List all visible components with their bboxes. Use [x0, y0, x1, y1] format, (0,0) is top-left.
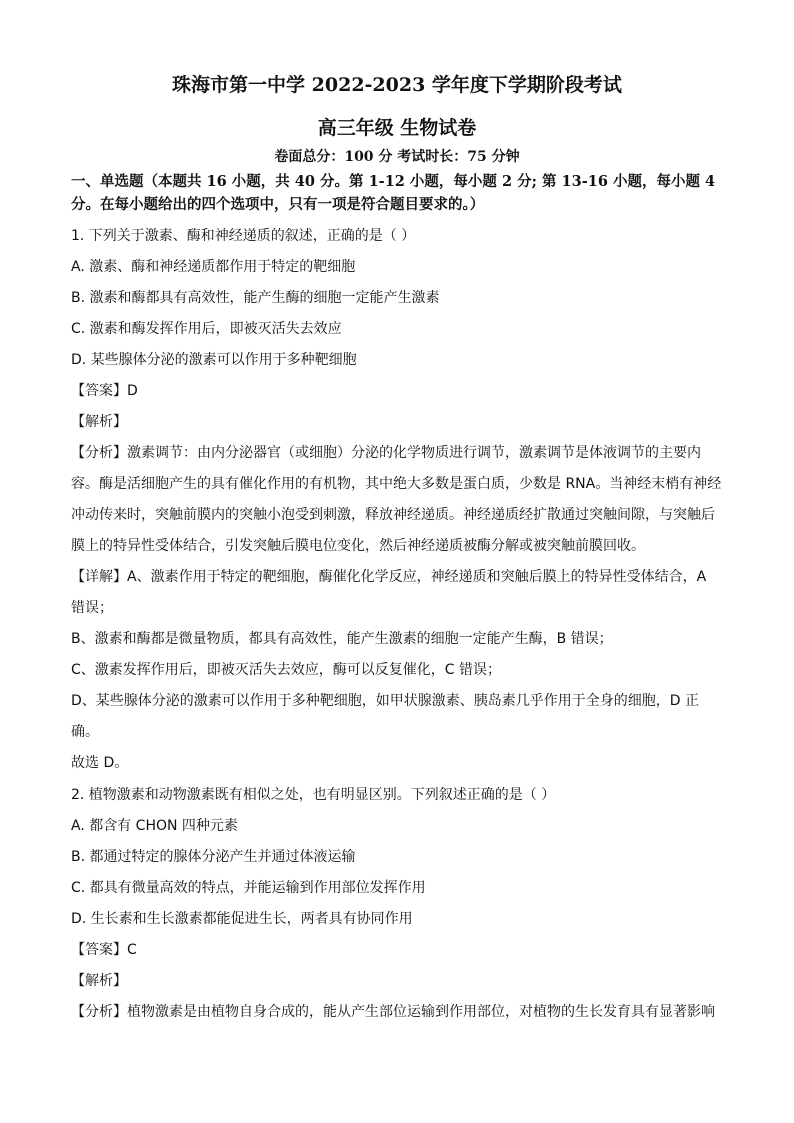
q2-option-d: D. 生长素和生长激素都能促进生长，两者具有协同作用	[71, 911, 413, 927]
q1-conclusion: 故选 D。	[71, 755, 129, 771]
q1-xiangjie-line6: 确。	[71, 724, 99, 740]
section-heading-line2: 分。在每小题给出的四个选项中，只有一项是符合题目要求的。）	[71, 196, 485, 213]
q1-fenxi-line3: 冲动传来时，突触前膜内的突触小泡受到刺激，释放神经递质。神经递质经扩散通过突触间隙，与突触后	[71, 507, 715, 523]
q2-option-a: A. 都含有 CHON 四种元素	[71, 818, 238, 834]
exam-title: 珠海市第一中学 2022-2023 学年度下学期阶段考试	[172, 74, 622, 96]
q1-xiangjie-line2: 错误；	[71, 600, 113, 616]
q1-option-b: B. 激素和酶都具有高效性，能产生酶的细胞一定能产生激素	[71, 290, 440, 306]
q1-xiangjie-line5: D、某些腺体分泌的激素可以作用于多种靶细胞，如甲状腺激素、胰岛素几乎作用于全身的细胞，D 正	[71, 693, 700, 709]
q1-xiangjie-line4: C、激素发挥作用后，即被灭活失去效应，酶可以反复催化，C 错误；	[71, 662, 501, 678]
q2-analysis-label: 【解析】	[71, 973, 127, 989]
q1-stem: 1. 下列关于激素、酶和神经递质的叙述，正确的是（ ）	[71, 228, 416, 244]
q2-stem: 2. 植物激素和动物激素既有相似之处，也有明显区别。下列叙述正确的是（ ）	[71, 787, 556, 803]
q1-fenxi-line2: 容。酶是活细胞产生的具有催化作用的有机物，其中绝大多数是蛋白质，少数是 RNA。当神经末梢有神经	[71, 476, 722, 492]
q2-answer: 【答案】C	[71, 942, 137, 958]
q1-option-c: C. 激素和酶发挥作用后，即被灭活失去效应	[71, 321, 342, 337]
q1-analysis-label: 【解析】	[71, 414, 127, 430]
q1-option-d: D. 某些腺体分泌的激素可以作用于多种靶细胞	[71, 352, 357, 368]
q2-option-c: C. 都具有微量高效的特点，并能运输到作用部位发挥作用	[71, 880, 426, 896]
q1-fenxi-line4: 膜上的特异性受体结合，引发突触后膜电位变化，然后神经递质被酶分解或被突触前膜回收。	[71, 538, 645, 554]
exam-subtitle: 高三年级 生物试卷	[317, 117, 477, 139]
q1-xiangjie-line1: 【详解】A、激素作用于特定的靶细胞，酶催化化学反应，神经递质和突触后膜上的特异性受体结合，A	[71, 569, 707, 585]
section-heading-line1: 一、单选题（本题共 16 小题，共 40 分。第 1-12 小题，每小题 2 分; 第 13-16 小题，每小题 4	[71, 173, 716, 190]
q2-fenxi-line1: 【分析】植物激素是由植物自身合成的，能从产生部位运输到作用部位，对植物的生长发育具有显著影响	[71, 1004, 715, 1020]
exam-meta: 卷面总分：100 分 考试时长：75 分钟	[274, 149, 520, 165]
q1-option-a: A. 激素、酶和神经递质都作用于特定的靶细胞	[71, 259, 356, 275]
q1-xiangjie-line3: B、激素和酶都是微量物质，都具有高效性，能产生激素的细胞一定能产生酶，B 错误；	[71, 631, 613, 647]
q1-answer: 【答案】D	[71, 383, 138, 399]
q1-fenxi-line1: 【分析】激素调节：由内分泌器官（或细胞）分泌的化学物质进行调节，激素调节是体液调节的主要内	[71, 445, 701, 461]
q2-option-b: B. 都通过特定的腺体分泌产生并通过体液运输	[71, 849, 356, 865]
